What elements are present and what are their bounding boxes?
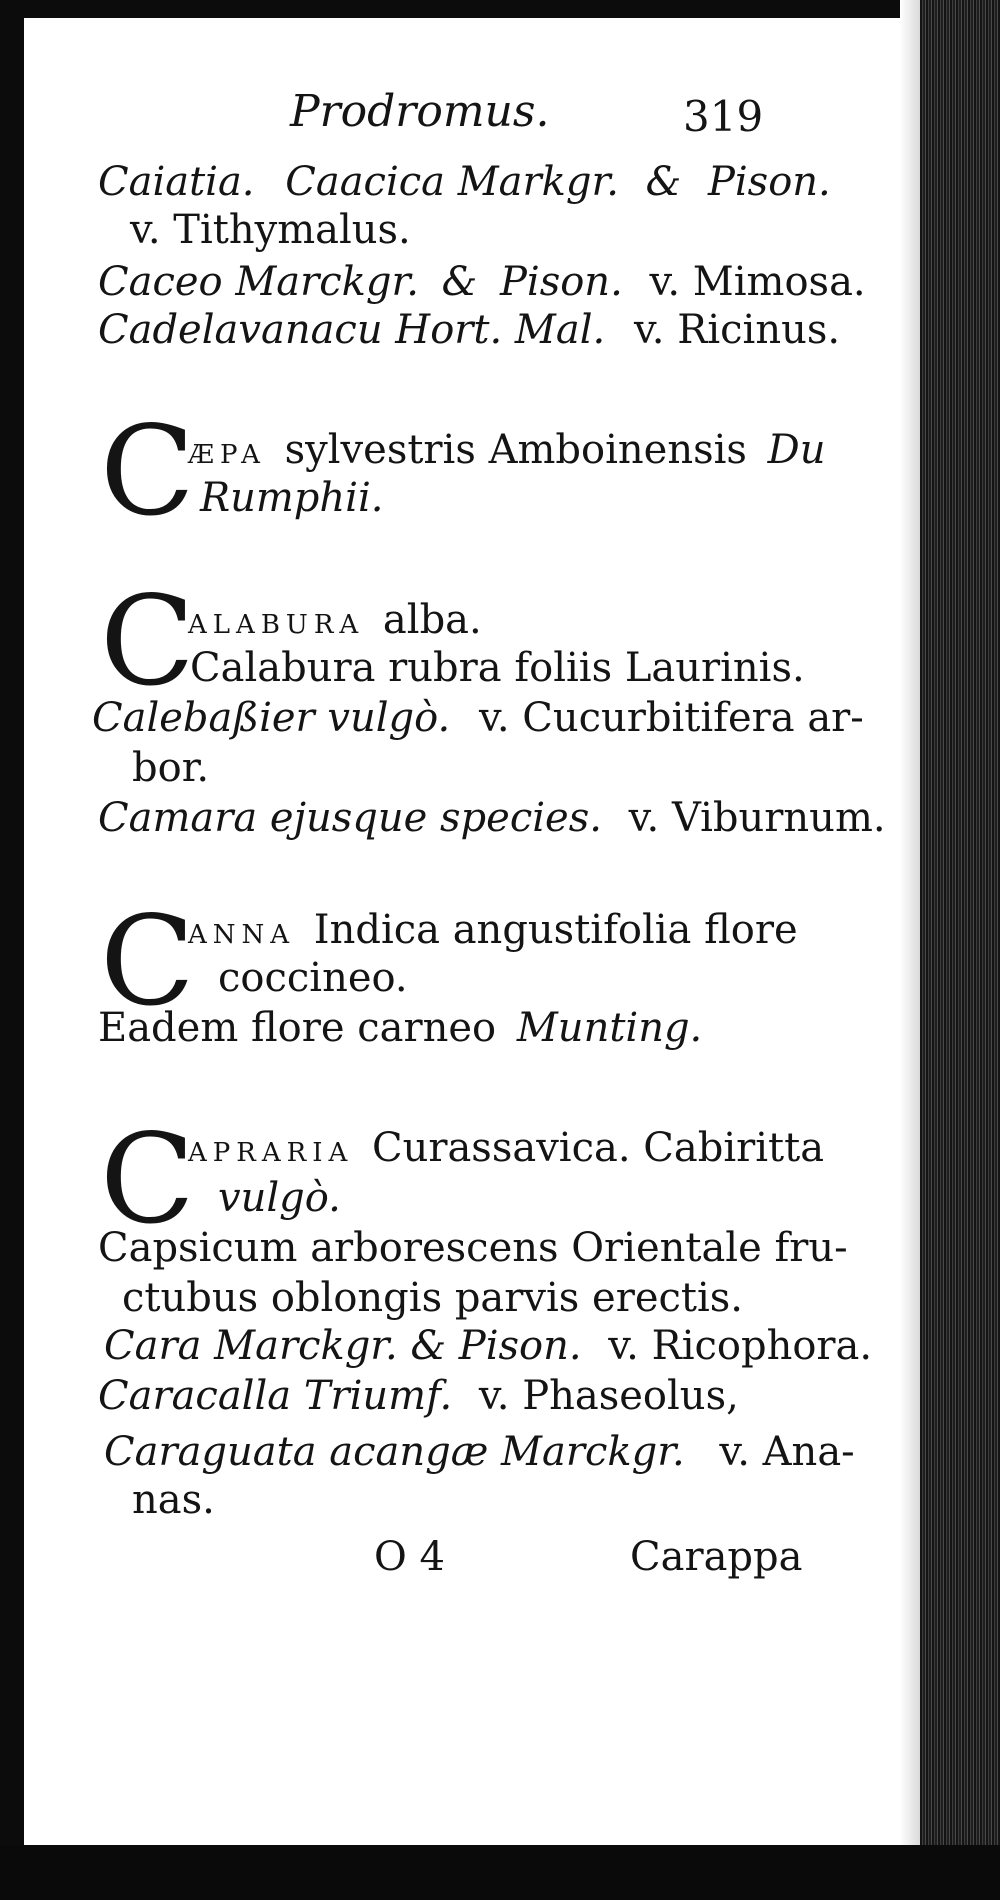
- entry-camara-term: Camara ejusque species.: [98, 795, 602, 841]
- entry-capraria-smallcaps: APRARIA: [188, 1138, 354, 1168]
- entry-eadem-text: Eadem flore carneo: [98, 1005, 497, 1051]
- entry-caceo-ampersand: &: [441, 259, 478, 305]
- entry-caepa: [188, 426, 826, 479]
- entry-caracalla-term: Caracalla Triumf.: [98, 1373, 453, 1419]
- entry-cadelavanacu-term: Cadelavanacu Hort. Mal.: [98, 307, 606, 353]
- entry-calabura-text: alba.: [382, 597, 482, 643]
- entry-caepa-text: sylvestris Amboinensis: [284, 427, 747, 473]
- entry-caceo-author: Pison.: [499, 259, 623, 305]
- entry-capsicum-cont: ctubus oblongis parvis erectis.: [122, 1275, 743, 1321]
- scan-border-top: [0, 0, 1000, 18]
- scan-border-left: [0, 0, 24, 1900]
- dropcap-caepa: C: [100, 400, 195, 544]
- entry-capsicum: Capsicum arborescens Orientale fru-: [98, 1225, 848, 1271]
- entry-camara-ref: v. Viburnum.: [628, 795, 886, 841]
- entry-caceo-ref: v. Mimosa.: [649, 259, 866, 305]
- entry-calabura: [188, 596, 482, 649]
- entry-caepa-author: Du: [767, 427, 826, 473]
- entry-cara-term: Cara Marckgr. & Pison.: [104, 1323, 582, 1369]
- entry-calebassier-cont: bor.: [132, 745, 210, 791]
- entry-calebassier-ref: v. Cucurbitifera ar-: [478, 695, 864, 741]
- entry-caiatia-author: Pison.: [707, 159, 831, 205]
- dropcap-canna: C: [100, 890, 195, 1034]
- page-number: 319: [683, 92, 764, 141]
- entry-canna: [188, 906, 798, 959]
- entry-caraguata-ref: v. Ana-: [719, 1429, 855, 1475]
- page-gutter-shadow: [900, 0, 920, 1900]
- entry-capraria-text: Curassavica. Cabiritta: [371, 1125, 825, 1171]
- entry-caepa-smallcaps: ÆPA: [188, 440, 266, 470]
- entry-eadem-author: Munting.: [516, 1005, 703, 1051]
- entry-cara-ref: v. Ricophora.: [608, 1323, 873, 1369]
- entry-caraguata-term: Caraguata acangæ Marckgr.: [104, 1429, 685, 1475]
- entry-calebassier: [92, 694, 864, 742]
- entry-caiatia-term: Caiatia.: [98, 159, 255, 205]
- signature-mark: O 4: [374, 1534, 445, 1580]
- entry-eadem: [98, 1004, 702, 1052]
- entry-caiatia: [98, 158, 831, 206]
- running-title: Prodromus.: [290, 86, 550, 137]
- entry-caracalla: [98, 1372, 739, 1420]
- dropcap-capraria: C: [100, 1108, 195, 1252]
- entry-canna-smallcaps: ANNA: [188, 920, 296, 950]
- entry-caceo-term: Caceo Marckgr.: [98, 259, 419, 305]
- entry-caracalla-ref: v. Phaseolus,: [478, 1373, 739, 1419]
- entry-capraria-cont: vulgò.: [218, 1175, 341, 1221]
- entry-calabura-smallcaps: ALABURA: [188, 610, 365, 640]
- entry-camara: [98, 794, 886, 842]
- entry-canna-text: Indica angustifolia flore: [313, 907, 798, 953]
- page-corner: [24, 18, 64, 58]
- entry-cara: [104, 1322, 872, 1370]
- entry-caceo: [98, 258, 866, 306]
- entry-calebassier-term: Calebaßier vulgò.: [92, 695, 451, 741]
- entry-canna-cont: coccineo.: [218, 955, 408, 1001]
- scan-border-bottom: [0, 1845, 1000, 1900]
- entry-caraguata: [104, 1428, 855, 1476]
- entry-capraria: [188, 1124, 824, 1177]
- dropcap-calabura: C: [100, 570, 195, 714]
- entry-caepa-cont: Rumphii.: [200, 475, 384, 521]
- entry-cadelavanacu-ref: v. Ricinus.: [633, 307, 841, 353]
- entry-calabura-line2: Calabura rubra foliis Laurinis.: [190, 645, 805, 691]
- entry-cadelavanacu: [98, 306, 840, 354]
- entry-caiatia-ref: v. Tithymalus.: [130, 207, 411, 253]
- entry-caiatia-synonym: Caacica Markgr.: [285, 159, 619, 205]
- page-edges: [920, 0, 1000, 1900]
- catchword: Carappa: [630, 1534, 803, 1580]
- entry-caraguata-cont: nas.: [132, 1477, 215, 1523]
- entry-caiatia-ampersand: &: [645, 159, 682, 205]
